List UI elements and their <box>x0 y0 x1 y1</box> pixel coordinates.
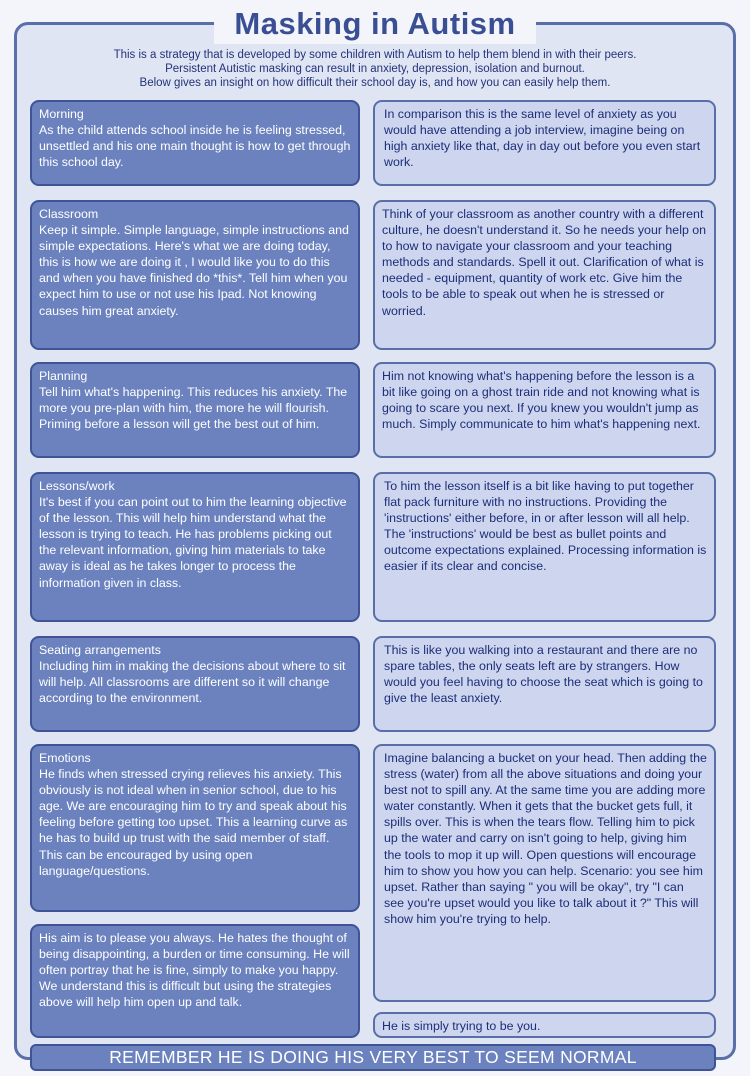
closing-note-box <box>30 924 360 1038</box>
emotions-comparison-box <box>373 744 716 1002</box>
intro-line: This is a strategy that is developed by some children with Autism to help them blend in with their peers. <box>113 49 637 61</box>
section-text: Tell him what's happening. This reduces his anxiety. The more you pre-plan with him, the more he will flourish. Priming before a lesson will get the best out of him. <box>39 385 348 432</box>
section-heading: Planning <box>39 369 88 383</box>
planning-tip-box <box>30 362 360 458</box>
section-heading: Seating arrangements <box>39 643 161 657</box>
section-heading: Lessons/work <box>39 479 115 493</box>
closing-text: His aim is to please you always. He hates the thought of being disappointing, a burden or time consuming. He will often portray that he is fine, simply to make you happy. We understand this is difficult but using the strategies above will help him open up and talk. <box>39 931 350 1010</box>
classroom-comparison-box <box>373 200 716 350</box>
planning-comparison-box <box>373 362 716 458</box>
comparison-text: Him not knowing what's happening before the lesson is a bit like going on a ghost train ride and not knowing what is going to scare you next. If you knew you wouldn't jump as much. Simply communicate to him what's happening next. <box>382 369 701 432</box>
section-text: Keep it simple. Simple language, simple instructions and simple expectations. Here's what we are doing today, this is how we are doing it , I would like you to do this and when you have finished do *this*. Tell him when you expect him to use or not use his Ipad. Not knowing causes him great anxiety. <box>39 223 349 318</box>
comparison-text: Imagine balancing a bucket on your head. Then adding the stress (water) from all the above situations and doing your best not to spill any. At the same time you are adding more water constantly. When it gets that the bucket gets full, it spills over. This is when the tears flow. Telling him to pick up the water and carry on isn't going to help, giving him the tools to mop it up will. Open questions will encourage him to show you how you can help. Scenario: you see him upset. Rather than saying " you will be okay", try "I can see you're upset would you like to talk about it ?" This will show him you're trying to help. <box>384 751 707 926</box>
comparison-text: In comparison this is the same level of anxiety as you would have attending a job interview, imagine being on high anxiety like that, day in day out before you even start work. <box>384 107 701 170</box>
classroom-tip-box <box>30 200 360 350</box>
section-text: It's best if you can point out to him the learning objective of the lesson. This will help him understand what the lesson is trying to teach. He has problems picking out the relevant information, giving him materials to take away is ideal as he takes longer to process the information given in class. <box>39 495 347 590</box>
comparison-text: To him the lesson itself is a bit like having to put together flat pack furniture with no instructions. Providing the 'instructions' either before, in or after lesson will all help. The 'instructions' would be best as bullet points and outcome expectations explained. Processing information is easier if its clear and concise. <box>384 479 707 574</box>
closing-comparison-box <box>373 1012 716 1038</box>
comparison-text: This is like you walking into a restaurant and there are no spare tables, the only seats left are by strangers. How would you feel having to choose the seat which is going to give the least anxiety. <box>384 643 703 706</box>
emotions-tip-box <box>30 744 360 912</box>
morning-tip-box <box>30 100 360 186</box>
lessons-comparison-box <box>373 472 716 622</box>
section-heading: Morning <box>39 107 84 121</box>
intro-line: Persistent Autistic masking can result in anxiety, depression, isolation and burnout. <box>165 63 585 75</box>
lessons-tip-box <box>30 472 360 622</box>
section-text: As the child attends school inside he is feeling stressed, unsettled and his one main thought is how to get through this school day. <box>39 123 351 170</box>
intro-text <box>30 48 720 90</box>
section-heading: Classroom <box>39 207 99 221</box>
footer-banner: REMEMBER HE IS DOING HIS VERY BEST TO SEEM NORMAL <box>30 1044 716 1071</box>
intro-line: Below gives an insight on how difficult their school day is, and how you can easily help them. <box>139 77 611 89</box>
section-heading: Emotions <box>39 751 91 765</box>
seating-tip-box <box>30 636 360 732</box>
section-text: Including him in making the decisions about where to sit will help. All classrooms are different so it will change according to the environment. <box>39 659 346 706</box>
seating-comparison-box <box>373 636 716 732</box>
comparison-text: Think of your classroom as another country with a different culture, he doesn't understand it. So he needs your help on to how to navigate your classroom and your teaching methods and standards. Spell it out. Clarification of what is needed - equipment, quantity of work etc. Give him the tools to be able to speak out when he is stressed or worried. <box>382 207 707 318</box>
page-title: Masking in Autism <box>214 4 536 44</box>
closing-comparison-text: He is simply trying to be you. <box>382 1019 541 1033</box>
section-text: He finds when stressed crying relieves his anxiety. This obviously is not ideal when in senior school, due to his age. We are encouraging him to try and speak about his feeling before getting too upset. This a learning curve as he has to build up trust with the said member of staff. This can be encouraged by using open language/questions. <box>39 767 348 878</box>
morning-comparison-box <box>373 100 716 186</box>
